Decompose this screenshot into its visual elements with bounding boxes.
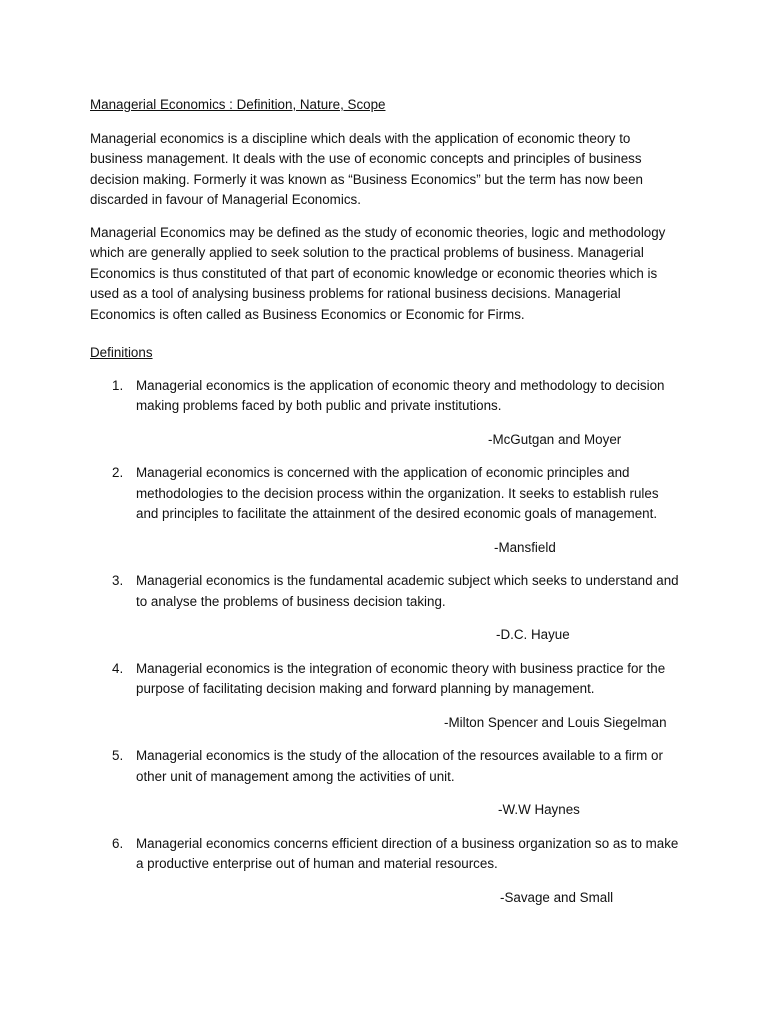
definition-text: Managerial economics is the integration of economic theory with business practice for the purpose of facilitating decision making and forward planning by management. [136, 660, 666, 696]
definition-item [90, 659, 680, 734]
definition-number: 1. [112, 377, 124, 393]
definition-text: Managerial economics is the application of economic theory and methodology to decision making problems faced by both public and private institutions. [136, 377, 665, 413]
definition-number: 6. [112, 835, 124, 851]
definition-author: -W.W Haynes [498, 802, 580, 817]
document-page [90, 95, 680, 921]
definition-item [90, 376, 680, 451]
definition-text: Managerial economics concerns efficient direction of a business organization so as to make a productive enterprise out of human and material resources. [136, 835, 679, 871]
intro-paragraph: Managerial economics is a discipline which deals with the application of economic theory to business management. It deals with the use of economic concepts and principles of business decision making. Formerly it was known as “Business Economics” but the term has now been discarded in favour of Managerial Economics. [90, 130, 643, 207]
definition-number: 4. [112, 660, 124, 676]
definition-item [90, 746, 680, 821]
definition-item [90, 463, 680, 558]
definition-text: Managerial economics is the study of the allocation of the resources available to a firm or other unit of management among the activities of unit. [136, 748, 663, 784]
definition-text: Managerial economics is concerned with the application of economic principles and methodologies to the decision process within the organization. It seeks to establish rules and principles to facilitate the attainment of the desired economic goals of management. [136, 465, 659, 521]
definition-text: Managerial economics is the fundamental academic subject which seeks to understand and to analyse the problems of business decision taking. [136, 573, 679, 609]
definition-number: 2. [112, 465, 124, 480]
definition-item [90, 834, 680, 909]
definition-author: -Milton Spencer and Louis Siegelman [444, 714, 667, 730]
definition-item [90, 571, 680, 646]
definition-paragraph: Managerial Economics may be defined as the study of economic theories, logic and methodology which are generally applied to seek solution to the practical problems of business. Managerial Economics is thus constituted of that part of economic knowledge or economic theories which is used as a tool of analysing business problems for rational business decisions. Managerial Economics is often called as Business Economics or Economic for Firms. [90, 224, 666, 322]
definition-author: -Mansfield [494, 539, 556, 555]
document-title: Managerial Economics : Definition, Nature, Scope [90, 97, 386, 112]
definition-author: -McGutgan and Moyer [488, 431, 622, 447]
definitions-list [90, 376, 680, 909]
definition-author: -D.C. Hayue [496, 627, 570, 642]
definition-number: 5. [112, 748, 124, 763]
definition-author: -Savage and Small [500, 889, 614, 905]
definition-number: 3. [112, 573, 124, 588]
definitions-heading: Definitions [90, 345, 153, 360]
